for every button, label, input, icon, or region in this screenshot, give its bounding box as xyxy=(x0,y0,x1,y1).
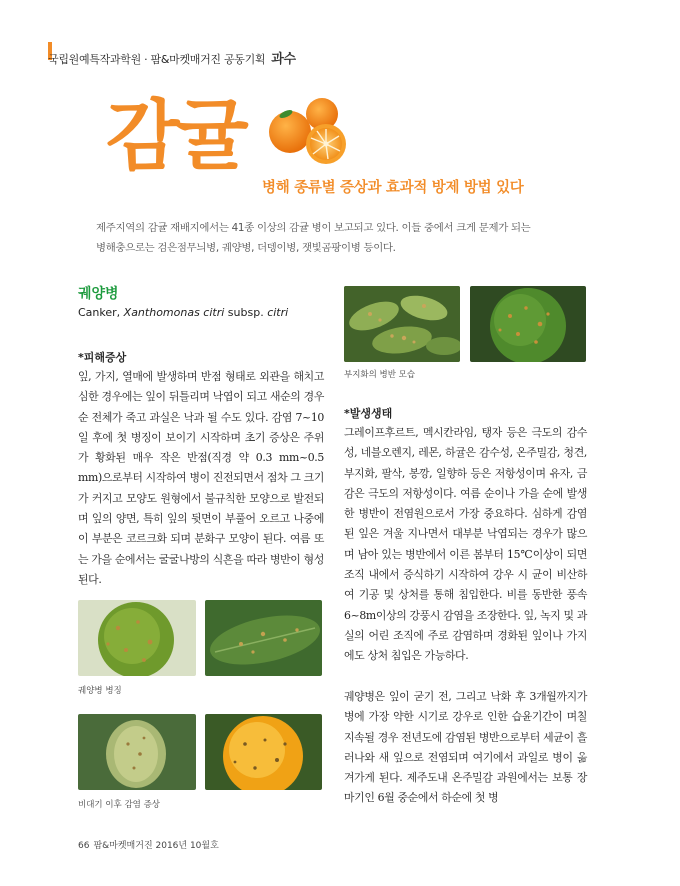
symptoms-body: 잎, 가지, 열매에 발생하며 반점 형태로 외관을 해치고 심한 경우에는 잎이 뒤틀리며 낙엽이 되고 새순의 경우 순 전체가 죽고 과실은 낙과 될 수도 있다. 감염 7~10일 후에 첫 병징이 보이기 시작하며 초기 증상은 주위가 황화된 매우 작은 반점(직경 약 0.3 mm~0.5 mm)으로부터 시작하여 병이 진전되면서 점차 그 크기가 커지고 모양도 원형에서 불규칙한 모양으로 발전되며 잎의 양면, 특히 잎의 뒷면이 부풀어 오르고 나중에 이 부분은 코르크화 되며 분화구 모양이 된다. 여름 또는 가을 순에서는 굴굴나방의 식흔을 따라 병반이 형성된다. xyxy=(78,370,324,586)
disease-heading: 궤양병 xyxy=(78,286,119,302)
canker-fruit-photo xyxy=(78,600,196,676)
intro-line-1: 제주지역의 감귤 재배지에서는 41종 이상의 감귤 병이 보고되고 있다. 이들 중에서 크게 문제가 되는 xyxy=(96,222,531,234)
caption-leaf-lesion: 부지화의 병반 모습 xyxy=(344,370,416,380)
leaf-lesion-photo xyxy=(344,286,460,362)
sci-name-species: citri xyxy=(267,306,289,319)
sci-name-prefix: Canker, xyxy=(78,306,124,319)
scientific-name xyxy=(78,306,288,319)
page-footer xyxy=(78,838,219,851)
page-header xyxy=(48,48,296,67)
sci-name-subsp: subsp. xyxy=(224,306,268,319)
fruit-lesion-photo xyxy=(470,286,586,362)
publisher-label: 국립원예특작과학원 · 팜&마켓매거진 공동기획 xyxy=(48,53,266,66)
caption-canker-symptom: 궤양병 병징 xyxy=(78,686,122,696)
section-label: 과수 xyxy=(271,52,296,67)
page-number: 66 xyxy=(78,841,90,851)
page-subtitle: 병해 종류별 증상과 효과적 방제 방법 있다 xyxy=(262,180,524,196)
occurrence-body-2: 궤양병은 잎이 굳기 전, 그리고 낙화 후 3개월까지가 병에 가장 약한 시기로 강우로 인한 습윤기간이 며칠 지속될 경우 전년도에 감염된 병반으로부터 세균이 흘러나와 새 잎으로 전염되며 여기에서 과일로 병이 옮겨가게 된다. 제주도내 온주밀감 과원에서는 보통 장마기인 6월 중순에서 하순에 첫 병 xyxy=(344,690,587,805)
issue-label: 팜&마켓매거진 2016년 10월호 xyxy=(93,841,219,851)
occurrence-heading: *발생생태 xyxy=(344,407,393,420)
occurrence-body: 그레이프후르트, 멕시칸라임, 탱자 등은 극도의 감수성, 네블오렌지, 레몬, 하귤은 감수성, 온주밀감, 청견, 부지화, 팔삭, 봉깡, 일향하 등은 저항성이며 유자, 금감은 극도의 저항성이다. 여름 순이나 가을 순에 발생한 병반이 전염원으로서 가장 중요하다. 심하게 감염된 잎은 겨울 지나면서 대부분 낙엽되는 경우가 많으며 남아 있는 병반에서 이른 봄부터 15℃이상이 되면 조직 내에서 증식하기 시작하여 강우 시 균이 비산하여 기공 및 상처를 통해 침입한다. 비를 동반한 풍속 6~8m이상의 강풍시 감염을 조장한다. 잎, 녹지 및 과실의 어린 조직에 주로 감염하며 경화된 잎이나 가지에도 상처 침입은 가능하다. xyxy=(344,426,587,663)
page-title: 감귤 xyxy=(106,91,245,180)
sci-name-genus: Xanthomonas citri xyxy=(123,306,225,319)
post-bagging-fruit-photo xyxy=(205,714,322,790)
intro-line-2: 병해충으로는 검은점무늬병, 궤양병, 더뎅이병, 잿빛곰팡이병 등이다. xyxy=(96,242,396,254)
canker-leaf-photo xyxy=(205,600,322,676)
caption-post-bagging: 비대기 이후 감염 증상 xyxy=(78,800,161,810)
post-bagging-leaf-photo xyxy=(78,714,196,790)
symptoms-heading: *피해증상 xyxy=(78,351,127,364)
intro-paragraph xyxy=(96,218,576,258)
tangerine-illustration xyxy=(266,96,354,168)
